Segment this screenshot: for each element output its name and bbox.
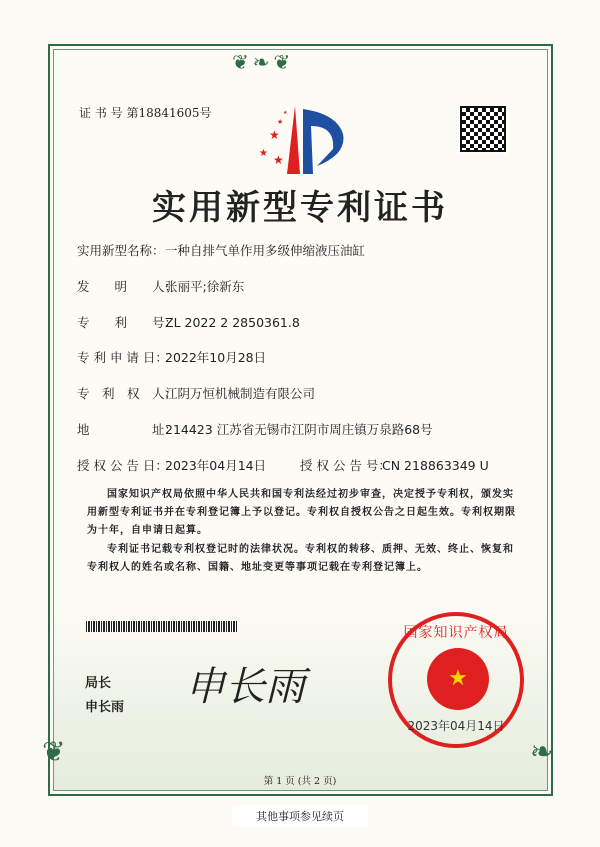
- qr-code: [458, 104, 508, 154]
- field-patent-no: 专 利 号：ZL 2022 2 2850361.8: [77, 315, 300, 330]
- signature: 申长雨: [185, 664, 305, 710]
- field-patentee: 专 利 权 人：江阴万恒机械制造有限公司: [77, 386, 316, 401]
- field-address: 地 址：214423 江苏省无锡市江阴市周庄镇万泉路68号: [77, 422, 433, 437]
- top-ornament: ❦❧❦: [232, 50, 295, 74]
- paragraph-legal-status: 专利证书记载专利权登记时的法律状况。专利权的转移、质押、无效、终止、恢复和专利权人的姓名或名称、国籍、地址变更等事项记载在专利登记簿上。: [87, 544, 514, 573]
- svg-text:★: ★: [269, 128, 280, 142]
- barcode: [86, 621, 238, 632]
- svg-text:★: ★: [273, 153, 284, 167]
- corner-ornament-right: ❧: [530, 735, 554, 768]
- svg-text:★: ★: [259, 148, 268, 159]
- field-grant-date: 授 权 公 告 日：2023年04月14日: [77, 458, 267, 473]
- corner-ornament-left: ❦: [42, 735, 66, 768]
- field-grant-no: 授 权 公 告 号：CN 218863349 U: [300, 458, 489, 473]
- cnipa-logo: [255, 104, 350, 174]
- seal-text: 国家知识产权局: [403, 625, 509, 641]
- field-name: 实用新型名称：一种自排气单作用多级伸缩液压油缸: [77, 243, 366, 258]
- chief-name: 申长雨: [85, 700, 125, 715]
- other-matters-note: 其他事项参见续页: [232, 805, 368, 827]
- svg-text:★: ★: [283, 110, 288, 116]
- field-inventor: 发 明 人：张丽平;徐新东: [77, 279, 245, 294]
- paragraph-grant: 国家知识产权局依照中华人民共和国专利法经过初步审查，决定授予专利权，颁发实用新型专利证书并在专利登记簿上予以登记。专利权自授权公告之日起生效。专利权期限为十年，自申请日起算。: [87, 489, 516, 536]
- seal-date: 2023年04月14日: [407, 719, 505, 733]
- chief-title: 局长: [85, 676, 112, 691]
- field-filing-date: 专 利 申 请 日：2022年10月28日: [77, 350, 267, 365]
- official-seal: [388, 612, 524, 748]
- national-emblem-icon: ★: [427, 648, 489, 710]
- page-indicator: 第 1 页 (共 2 页): [263, 776, 337, 787]
- certificate-number: 证 书 号 第18841605号: [79, 106, 212, 120]
- page-title: 实用新型专利证书: [152, 188, 448, 228]
- svg-text:★: ★: [277, 118, 284, 126]
